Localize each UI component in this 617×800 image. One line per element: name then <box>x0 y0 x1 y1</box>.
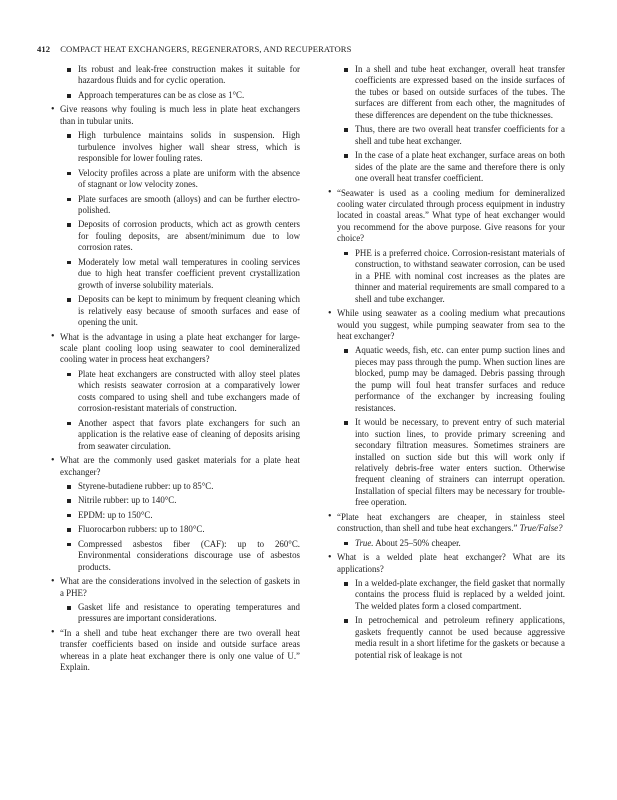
item-text: Nitrile rubber: up to 140°C. <box>78 495 177 506</box>
answer-item <box>355 538 565 549</box>
item-text: What are the considerations involved in the selection of gaskets in a PHE? <box>60 576 300 598</box>
running-header <box>37 44 352 54</box>
item-text: Give reasons why fouling is much less in plate heat exchangers than in tubular units. <box>60 104 300 126</box>
italic-tail: True/False? <box>519 523 563 534</box>
item-text: Its robust and leak-free construction makes it suitable for hazardous fluids and for cyclic operation. <box>78 64 300 86</box>
item-text: What are the commonly used gasket materials for a plate heat exchanger? <box>60 455 300 477</box>
item-text: What is the advantage in using a plate heat exchanger for large-scale plant cooling loop using seawater to cool demineralized cooling water in process heat exchangers? <box>60 331 300 365</box>
item-text: Styrene-butadiene rubber: up to 85°C. <box>78 480 214 491</box>
item-text: Velocity profiles across a plate are uniform with the absence of stagnant or low velocity zones. <box>78 167 300 190</box>
item-text: “Plate heat exchangers are cheaper, in stainless steel construction, than shell and tube heat exchangers.” <box>337 511 565 534</box>
answer-item <box>78 418 300 452</box>
answer-item <box>78 539 300 573</box>
answer-item <box>78 369 300 415</box>
item-text: What is a welded plate heat exchanger? What are its applications? <box>337 552 565 574</box>
answer-item <box>355 345 565 414</box>
question-item <box>337 308 565 342</box>
item-text: About 25–50% cheaper. <box>375 537 461 548</box>
item-text: PHE is a preferred choice. Corrosion-resistant materials of construction, to withstand seawater corrosion, can be used in a PHE with nominal cost increases as the plates are thinner and material requirements are small compared to a shell and tube exchanger. <box>355 247 565 304</box>
item-text: Deposits can be kept to minimum by frequent cleaning which is relatively easy because of smooth surfaces and ease of opening the unit. <box>78 294 300 328</box>
item-text: Plate surfaces are smooth (alloys) and can be further electro-polished. <box>78 193 300 215</box>
running-title: COMPACT HEAT EXCHANGERS, REGENERATORS, AND RECUPERATORS <box>60 44 352 54</box>
question-item <box>60 628 300 674</box>
item-text: While using seawater as a cooling medium what precautions would you suggest, while pumping seawater from sea to the heat exchanger? <box>337 308 565 341</box>
answer-item <box>78 219 300 253</box>
question-item <box>60 576 300 599</box>
item-text: In the case of a plate heat exchanger, surface areas on both sides of the plate are the same and therefore there is only one overall heat transfer coefficient. <box>355 150 565 184</box>
item-text: Moderately low metal wall temperatures in cooling services due to high heat transfer coefficient prevent crystallization growth of inverse solubility materials. <box>78 256 300 290</box>
item-text: In petrochemical and petroleum refinery applications, gaskets frequently cannot be used because aggressive media result in a short lifetime for the gaskets or because a potential risk of leakage is not <box>355 615 565 660</box>
question-item <box>337 552 565 575</box>
answer-item <box>78 510 300 521</box>
item-text: Deposits of corrosion products, which act as growth centers for fouling deposits, are absent/minimum due to low corrosion rates. <box>78 219 300 253</box>
question-item <box>60 332 300 366</box>
answer-item <box>355 64 565 121</box>
left-column <box>60 64 300 677</box>
item-text: High turbulence maintains solids in suspension. High turbulence involves higher wall shear stress, which is responsible for lower fouling rates. <box>78 130 300 164</box>
item-text: Approach temperatures can be as close as 1°C. <box>78 89 245 100</box>
answer-item <box>355 248 565 305</box>
answer-item <box>78 481 300 492</box>
item-text: In a welded-plate exchanger, the field gasket that normally contains the process fluid is replaced by a welded joint. The welded plates form a closed compartment. <box>355 578 565 611</box>
answer-item <box>78 168 300 191</box>
answer-item <box>78 130 300 164</box>
item-text: “In a shell and tube heat exchanger there are two overall heat transfer coefficients based on inside and outside surface areas whereas in a plate heat exchanger there is only one value of U.” Explain. <box>60 627 300 673</box>
right-column <box>337 64 565 664</box>
page-number: 412 <box>37 44 51 54</box>
answer-item <box>78 602 300 625</box>
italic-lead: True. <box>355 537 374 548</box>
item-text: Thus, there are two overall heat transfer coefficients for a shell and tube heat exchanger. <box>355 124 565 146</box>
question-item <box>60 455 300 478</box>
item-text: Compressed asbestos fiber (CAF): up to 260°C. Environmental considerations discourage use of asbestos products. <box>78 538 300 572</box>
answer-item <box>355 124 565 147</box>
question-item <box>337 188 565 245</box>
item-text: “Seawater is used as a cooling medium for demineralized cooling water circulated through process equipment in industry located in coastal areas.” What type of heat exchanger would you recommend for the above purpose. Give reasons for your choice? <box>337 187 565 244</box>
answer-item <box>355 615 565 661</box>
answer-item <box>78 194 300 217</box>
item-text: It would be necessary, to prevent entry of such material into suction lines, to provide primary screening and secondary filtration measures. Sometimes strainers are installed on suction side but this will work only if relatively debris-free water enters suction. Otherwise frequent cleaning of strainers can interrupt operation. Installation of special filters may be necessary for trouble-free operation. <box>355 417 565 508</box>
answer-item <box>78 495 300 506</box>
item-text: Aquatic weeds, fish, etc. can enter pump suction lines and pieces may pass through the pump. When suction lines are blocked, pump may be damaged. Debris passing through the pump will foul heat transfer surfaces and reduce performance of the exchanger by increasing fouling resistances. <box>355 345 565 413</box>
item-text: Gasket life and resistance to operating temperatures and pressures are important considerations. <box>78 602 300 624</box>
answer-item <box>78 294 300 328</box>
answer-item <box>355 417 565 509</box>
question-item <box>337 512 565 535</box>
item-text: EPDM: up to 150°C. <box>78 509 153 520</box>
item-text: Fluorocarbon rubbers: up to 180°C. <box>78 524 205 535</box>
question-item <box>60 104 300 127</box>
answer-item <box>78 64 300 87</box>
item-text: Another aspect that favors plate exchangers for such an application is the relative ease of cleaning of deposits arising from seawater circulation. <box>78 417 300 451</box>
answer-item <box>355 578 565 612</box>
answer-item <box>78 90 300 101</box>
item-text: In a shell and tube heat exchanger, overall heat transfer coefficients are expressed based on the inside surfaces of the tubes or based on outside surfaces of the tubes. The surfaces are different from each other, the magnitudes of these differences are dependent on the tube thicknesses. <box>355 64 565 120</box>
answer-item <box>355 150 565 184</box>
answer-item <box>78 257 300 291</box>
answer-item <box>78 524 300 535</box>
item-text: Plate heat exchangers are constructed with alloy steel plates which resists seawater corrosion at a comparatively lower costs compared to using shell and tube exchangers made of corrosion-resistant materials of construction. <box>78 368 300 414</box>
